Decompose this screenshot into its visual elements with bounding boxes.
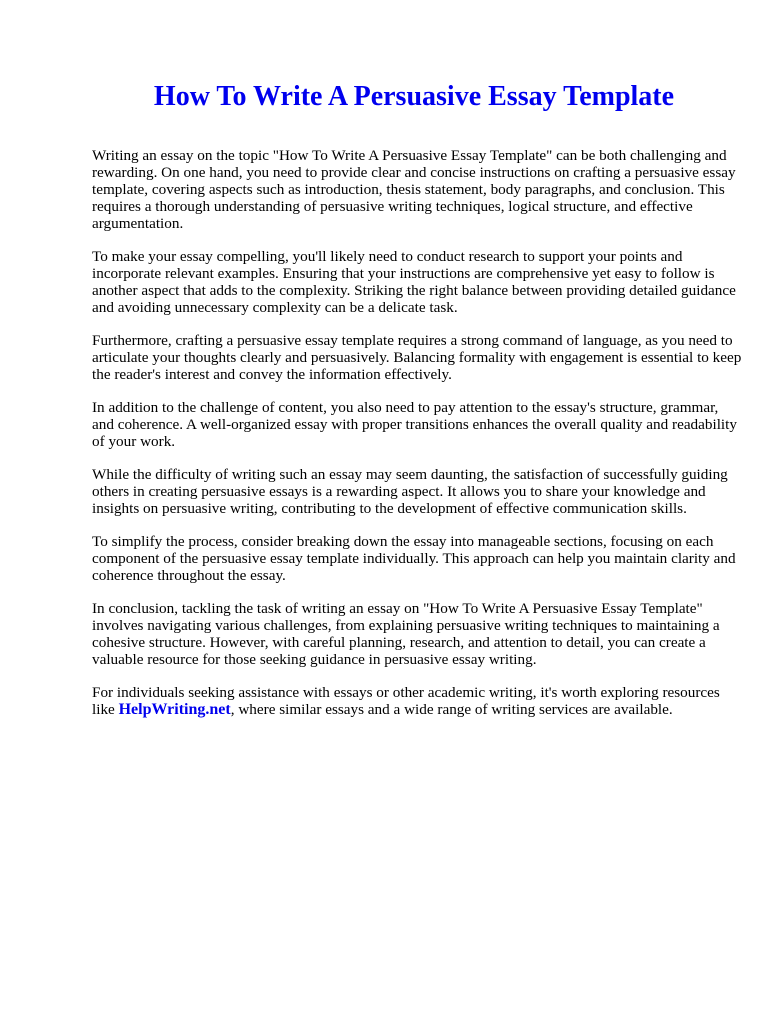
paragraph-5: While the difficulty of writing such an essay may seem daunting, the satisfaction of successfully guiding others in creating persuasive essays is a rewarding aspect. It allows you to share your knowledge and insights on persuasive writing, contributing to the development of effective communication skills. [92,466,728,517]
paragraph-4: In addition to the challenge of content, you also need to pay attention to the essay's structure, grammar, and coherence. A well-organized essay with proper transitions enhances the overall quality and readability of your work. [92,399,737,450]
closing-text-before: For individuals seeking assistance with essays or other academic writing, it's worth exploring resources like [92,684,720,718]
paragraph-6: To simplify the process, consider breaking down the essay into manageable sections, focusing on each component of the persuasive essay template individually. This approach can help you maintain clarity and coherence throughout the essay. [92,533,736,584]
closing-text-after: , where similar essays and a wide range of writing services are available. [230,701,673,718]
paragraph-3: Furthermore, crafting a persuasive essay template requires a strong command of language, as you need to articulate your thoughts clearly and persuasively. Balancing formality with engagement is essential to keep the reader's interest and convey the information effectively. [92,332,742,383]
paragraph-1: Writing an essay on the topic "How To Write A Persuasive Essay Template" can be both challenging and rewarding. On one hand, you need to provide clear and concise instructions on crafting a persuasive essay template, covering aspects such as introduction, thesis statement, body paragraphs, and conclusion. This requires a thorough understanding of persuasive writing techniques, logical structure, and effective argumentation. [92,147,736,232]
closing-paragraph [92,684,742,718]
document-body [92,147,742,734]
paragraph-2: To make your essay compelling, you'll likely need to conduct research to support your points and incorporate relevant examples. Ensuring that your instructions are comprehensive yet easy to follow is another aspect that adds to the complexity. Striking the right balance between providing detailed guidance and avoiding unnecessary complexity can be a delicate task. [92,248,736,316]
helpwriting-link[interactable]: HelpWriting.net [118,701,231,718]
paragraph-7: In conclusion, tackling the task of writing an essay on "How To Write A Persuasive Essay Template" involves navigating various challenges, from explaining persuasive writing techniques to maintaining a cohesive structure. However, with careful planning, research, and attention to detail, you can create a valuable resource for those seeking guidance in persuasive essay writing. [92,600,720,668]
page-title: How To Write A Persuasive Essay Template [153,81,675,112]
